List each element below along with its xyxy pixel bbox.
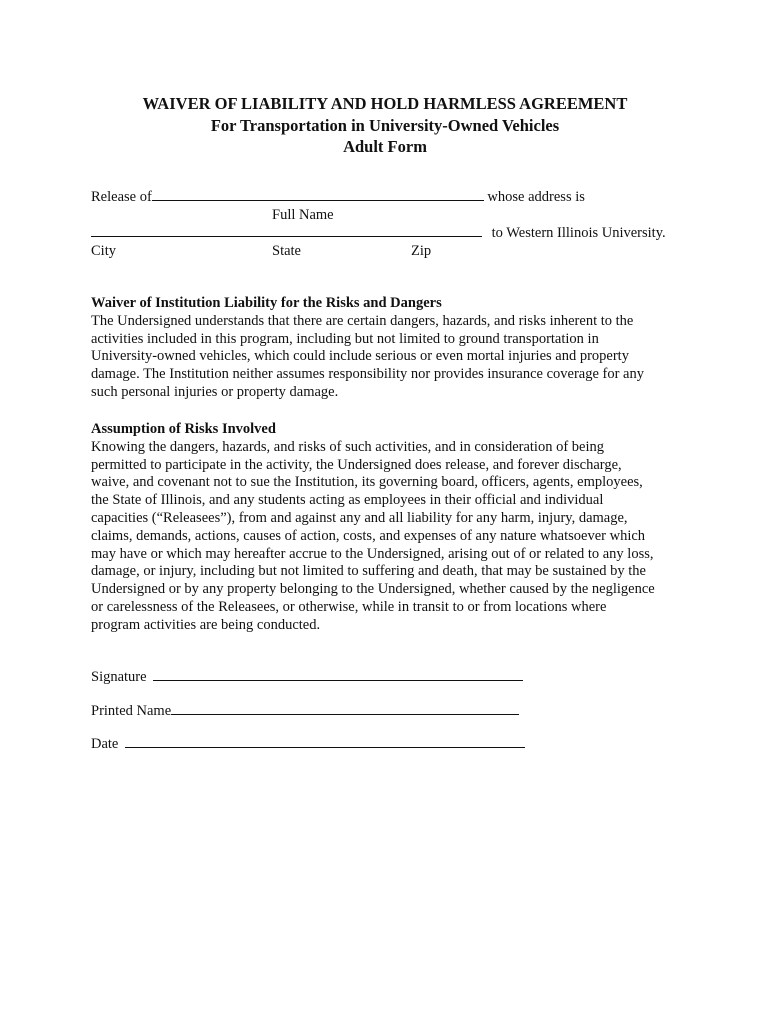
assumption-section	[91, 421, 691, 635]
release-of-label: Release of	[91, 189, 152, 205]
date-row	[91, 735, 525, 753]
printed-name-row	[91, 702, 519, 720]
release-of-row	[91, 188, 585, 206]
date-label: Date	[91, 736, 119, 752]
waiver-section	[91, 295, 691, 402]
address-row	[91, 224, 666, 242]
signature-field[interactable]	[153, 668, 523, 681]
state-caption: State	[272, 243, 301, 259]
waiver-section-body: The Undersigned understands that there are certain dangers, hazards, and risks inherent to the activities included in this program, including but not limited to ground transportation in University-owned vehicles, which could include serious or even mortal injuries and property damage. The Institution neither assumes responsibility nor provides insurance coverage for any such personal injuries or property damage.	[91, 312, 644, 400]
city-caption: City	[91, 243, 116, 259]
document-subtitle: For Transportation in University-Owned Vehicles	[210, 116, 560, 135]
printed-name-label: Printed Name	[91, 703, 172, 719]
waiver-section-heading: Waiver of Institution Liability for the Risks and Dangers	[91, 295, 442, 311]
full-name-field[interactable]	[152, 188, 484, 201]
full-name-caption: Full Name	[272, 207, 334, 223]
date-field[interactable]	[125, 735, 525, 748]
signature-row	[91, 668, 523, 686]
address-field[interactable]	[91, 224, 482, 237]
form-type-title: Adult Form	[343, 137, 427, 156]
assumption-section-heading: Assumption of Risks Involved	[91, 421, 276, 437]
to-university-label: to Western Illinois University.	[491, 225, 666, 241]
printed-name-field[interactable]	[171, 702, 519, 715]
zip-caption: Zip	[411, 243, 432, 259]
assumption-section-body: Knowing the dangers, hazards, and risks of such activities, and in consideration of being permitted to participate in the activity, the Undersigned does release, and forever discharge, waive, and covenant not to sue the Institution, its governing board, officers, agents, employees, the State of Illinois, and any students acting as employees in their official and individual capacities (“Releasees”), from and against any and all liability for any harm, injury, damage, claims, demands, actions, causes of action, costs, and expenses of any nature whatsoever which may have or which may hereafter accrue to the Undersigned, arising out of or related to any loss, damage, or injury, including but not limited to suffering and death, that may be sustained by the Undersigned or by any property belonging to the Undersigned, whether caused by the negligence or carelessness of the Releasees, or otherwise, while in transit to or from locations where program activities are being conducted.	[91, 438, 655, 633]
signature-label: Signature	[91, 669, 147, 685]
whose-address-label: whose address is	[487, 189, 585, 205]
document-title: WAIVER OF LIABILITY AND HOLD HARMLESS AGREEMENT	[142, 94, 628, 113]
